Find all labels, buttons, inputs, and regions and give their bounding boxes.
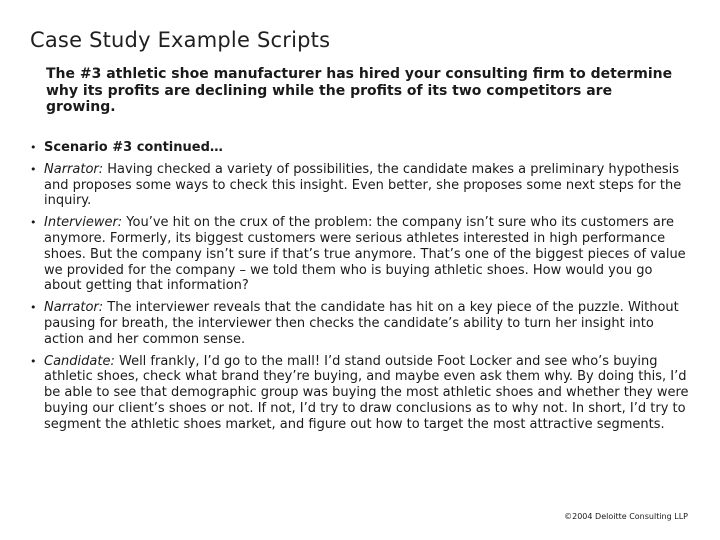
- bullet-glyph: •: [30, 162, 37, 176]
- bullet-list: [30, 140, 690, 439]
- bullet-item: [30, 162, 690, 209]
- bullet-glyph: •: [30, 301, 37, 315]
- speaker-label: Narrator:: [44, 161, 104, 177]
- bullet-glyph: •: [30, 141, 37, 154]
- bullet-item: [30, 354, 690, 433]
- copyright-footer: ©2004 Deloitte Consulting LLP: [564, 512, 688, 521]
- bullet-text: The interviewer reveals that the candidate has hit on a key piece of the puzzle. Without pausing for breath, the interviewer then checks the candidate’s ability to turn her insight into action and her common sense.: [44, 300, 679, 347]
- speaker-label: Interviewer:: [44, 215, 123, 231]
- bullet-text: Having checked a variety of possibilities, the candidate makes a preliminary hypothesis and proposes some ways to check this insight. Even better, she proposes some next steps for the inquiry.: [44, 161, 682, 209]
- bullet-item: [30, 140, 690, 156]
- bullet-item: [30, 215, 690, 294]
- slide-title: Case Study Example Scripts: [30, 28, 331, 52]
- bullet-item: [30, 300, 690, 347]
- bullet-text: Scenario #3 continued…: [44, 140, 223, 155]
- bullet-glyph: •: [30, 216, 37, 230]
- bullet-text: You’ve hit on the crux of the problem: the company isn’t sure who its customers are anymore. Formerly, its biggest customers were serious athletes interested in high performance shoes. But the company isn’t sure if that’s true anymore. That’s one of the biggest pieces of value we provided for the company – we told them who is buying athletic shoes. How would you go about getting that information?: [44, 215, 686, 294]
- bullet-glyph: •: [30, 354, 37, 368]
- bullet-text: Well frankly, I’d go to the mall! I’d stand outside Foot Locker and see who’s buying athletic shoes, check what brand they’re buying, and maybe even ask them why. By doing this, I’d be able to see that demographic group was buying the most athletic shoes and whether they were buying our client’s shoes or not. If not, I’d try to draw conclusions as to why not. In short, I’d try to segment the athletic shoes market, and figure out how to target the most attractive segments.: [44, 353, 689, 432]
- case-prompt: The #3 athletic shoe manufacturer has hired your consulting firm to determine why its profits are declining while the profits of its two competitors are growing.: [46, 66, 673, 115]
- speaker-label: Candidate:: [44, 353, 115, 369]
- speaker-label: Narrator:: [44, 300, 104, 316]
